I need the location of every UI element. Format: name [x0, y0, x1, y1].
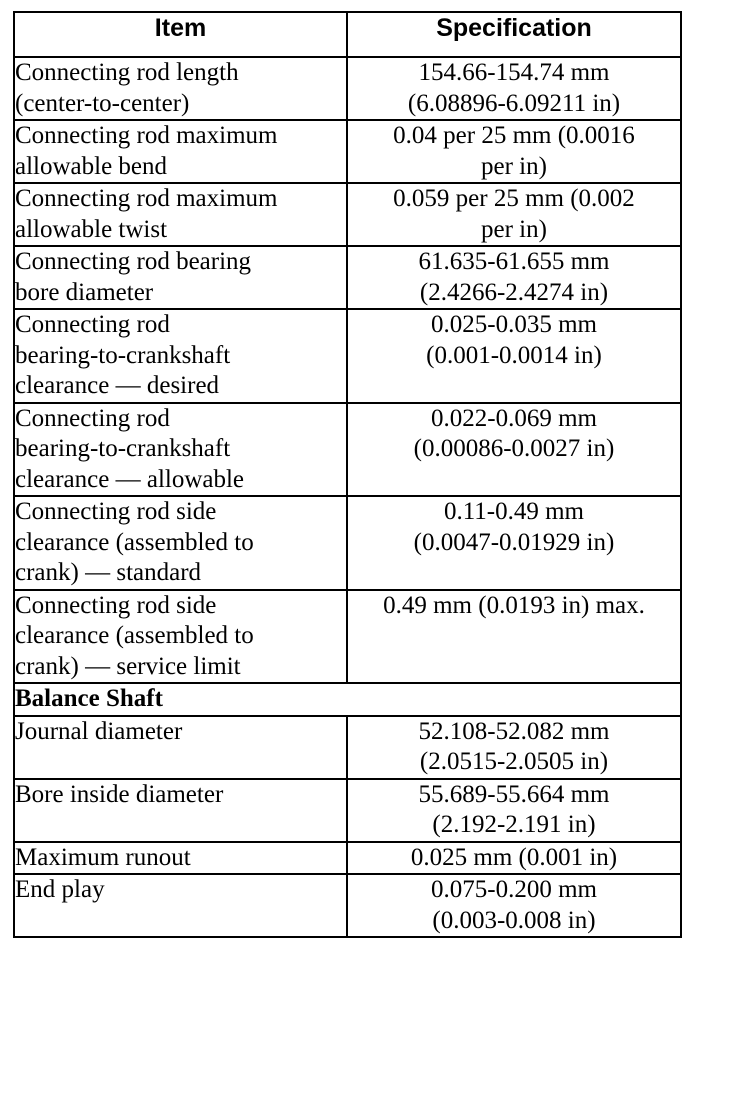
specification-line: 61.635-61.655 mm [418, 248, 610, 275]
item-line: Maximum runout [15, 843, 191, 871]
item-cell [14, 120, 347, 183]
item-line: allowable twist [15, 215, 168, 243]
item-line: bearing-to-crankshaft [15, 341, 231, 369]
item-cell [14, 403, 347, 497]
item-line: crank) — standard [15, 559, 202, 586]
specification-line: 0.022-0.069 mm [431, 404, 597, 432]
specification-cell [347, 120, 681, 183]
specification-line: (2.4266-2.4274 in) [419, 278, 609, 306]
table-row [14, 496, 681, 590]
specification-line: (2.192-2.191 in) [432, 811, 596, 838]
specification-line: (0.001-0.0014 in) [426, 341, 602, 369]
item-line: Bore inside diameter [15, 780, 224, 808]
specification-cell [347, 309, 681, 403]
item-line: Connecting rod [15, 311, 170, 338]
specification-cell [347, 842, 681, 875]
specification-cell [347, 716, 681, 779]
item-line: clearance (assembled to [15, 622, 254, 649]
specification-line: 0.025 mm (0.001 in) [410, 843, 618, 871]
specification-line: (2.0515-2.0505 in) [419, 748, 609, 775]
item-line: Connecting rod [15, 404, 170, 432]
table-row [14, 842, 681, 875]
header-specification: Specification [347, 12, 681, 57]
specification-line: 0.11-0.49 mm [443, 498, 585, 525]
specification-line: 154.66-154.74 mm [418, 59, 610, 86]
item-line: Connecting rod side [15, 591, 217, 619]
specification-cell [347, 496, 681, 590]
item-cell [14, 309, 347, 403]
specification-line: per in) [481, 152, 547, 180]
specification-line: (0.003-0.008 in) [432, 906, 596, 934]
item-line: allowable bend [15, 152, 168, 180]
specification-cell [347, 590, 681, 684]
item-cell [14, 716, 347, 779]
table-row [14, 874, 681, 937]
specification-cell [347, 874, 681, 937]
item-line: bearing-to-crankshaft [15, 435, 231, 462]
table-row [14, 309, 681, 403]
item-line: crank) — service limit [15, 652, 241, 680]
header-row [14, 12, 681, 57]
item-line: bore diameter [15, 278, 154, 306]
specification-cell [347, 246, 681, 309]
item-line: clearance — allowable [15, 465, 245, 493]
table-row [14, 403, 681, 497]
specification-table [13, 11, 682, 938]
table-row [14, 120, 681, 183]
item-cell [14, 183, 347, 246]
item-cell [14, 57, 347, 120]
section-row [14, 683, 681, 716]
table-row [14, 779, 681, 842]
item-line: Connecting rod maximum [15, 185, 278, 212]
item-cell [14, 874, 347, 937]
specification-line: 0.025-0.035 mm [431, 311, 597, 338]
specification-line: 0.04 per 25 mm (0.0016 [393, 122, 635, 149]
specification-line: 0.49 mm (0.0193 in) max. [383, 591, 645, 619]
item-cell [14, 246, 347, 309]
item-cell [14, 590, 347, 684]
specification-line: 0.075-0.200 mm [431, 876, 597, 903]
item-cell [14, 842, 347, 875]
item-line: Journal diameter [15, 717, 183, 745]
table-row [14, 57, 681, 120]
specification-line: 52.108-52.082 mm [418, 717, 610, 745]
item-line: clearance (assembled to [15, 528, 254, 556]
specification-cell [347, 183, 681, 246]
specification-cell [347, 57, 681, 120]
item-line: clearance — desired [15, 372, 220, 399]
header-item: Item [14, 12, 347, 57]
table-row [14, 246, 681, 309]
specification-line: 0.059 per 25 mm (0.002 [393, 185, 635, 212]
specification-cell [347, 403, 681, 497]
section-title: Balance Shaft [14, 683, 681, 716]
item-line: Connecting rod length [15, 59, 239, 86]
specification-line: (6.08896-6.09211 in) [407, 89, 621, 117]
table-row [14, 590, 681, 684]
specification-line: per in) [481, 215, 547, 243]
specification-line: 55.689-55.664 mm [418, 780, 610, 808]
specification-line: (0.0047-0.01929 in) [413, 528, 615, 556]
item-cell [14, 779, 347, 842]
specification-cell [347, 779, 681, 842]
item-line: Connecting rod side [15, 498, 217, 525]
table-row [14, 716, 681, 779]
item-line: (center-to-center) [15, 89, 190, 117]
item-cell [14, 496, 347, 590]
table-row [14, 183, 681, 246]
specification-line: (0.00086-0.0027 in) [413, 435, 615, 462]
item-line: Connecting rod maximum [15, 122, 278, 149]
item-line: Connecting rod bearing [15, 248, 252, 275]
item-line: End play [15, 876, 105, 903]
